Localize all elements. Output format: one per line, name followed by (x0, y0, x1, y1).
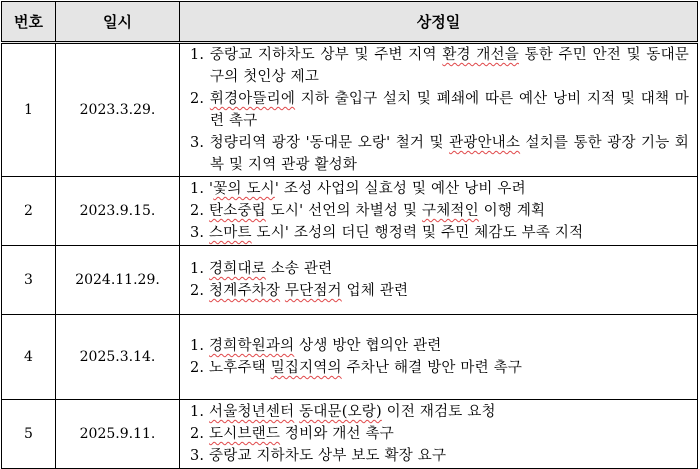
table-row (2, 43, 698, 177)
row-date: 2025.3.14. (56, 315, 180, 400)
list-item: 3. 중랑교 지하차도 상부 보도 확장 요구 (190, 448, 447, 464)
list-item: 3. 청량리역 광장 '동대문 오랑' 철거 및 관광안내소 설치를 통한 광장 기능 회복 및 지역 관광 활성화 (190, 135, 689, 173)
row-items (180, 315, 698, 400)
row-number: 2 (2, 177, 56, 246)
table-row (2, 177, 698, 246)
list-item: 2. 도시브랜드 정비와 개선 촉구 (190, 426, 394, 442)
row-items (180, 400, 698, 469)
agenda-table (1, 1, 698, 469)
list-item: 2. 노후주택 밀집지역의 주차난 해결 방안 마련 촉구 (190, 360, 523, 376)
table-header-row (2, 2, 698, 43)
row-date: 2024.11.29. (56, 246, 180, 315)
row-number: 5 (2, 400, 56, 469)
list-item: 1. '꽃의 도시' 조성 사업의 실효성 및 예산 낭비 우려 (190, 181, 526, 197)
header-date: 일시 (56, 2, 180, 43)
row-items (180, 43, 698, 177)
table-row (2, 246, 698, 315)
row-items (180, 177, 698, 246)
row-number: 4 (2, 315, 56, 400)
header-number: 번호 (2, 2, 56, 43)
list-item: 1. 경희학원과의 상생 방안 협의안 관련 (190, 338, 442, 354)
table-row (2, 400, 698, 469)
list-item: 1. 서울청년센터 동대문(오랑) 이전 재검토 요청 (190, 404, 496, 420)
list-item: 1. 중랑교 지하차도 상부 및 주변 지역 환경 개선을 통한 주민 안전 및 동대문구의 첫인상 제고 (190, 47, 690, 85)
row-number: 1 (2, 43, 56, 177)
list-item: 2. 탄소중립 도시' 선언의 차별성 및 구체적인 이행 계획 (190, 203, 546, 219)
row-number: 3 (2, 246, 56, 315)
row-date: 2023.9.15. (56, 177, 180, 246)
row-date: 2023.3.29. (56, 43, 180, 177)
list-item: 2. 휘경아뜰리에 지하 출입구 설치 및 폐쇄에 따른 예산 낭비 지적 및 대책 마련 촉구 (190, 91, 690, 129)
row-items (180, 246, 698, 315)
header-content: 상정일 (180, 2, 698, 43)
table-row (2, 315, 698, 400)
row-date: 2025.9.11. (56, 400, 180, 469)
list-item: 1. 경희대로 소송 관련 (190, 261, 333, 277)
list-item: 2. 청계주차장 무단점거 업체 관련 (190, 283, 409, 299)
list-item: 3. 스마트 도시' 조성의 더딘 행정력 및 주민 체감도 부족 지적 (190, 225, 584, 241)
